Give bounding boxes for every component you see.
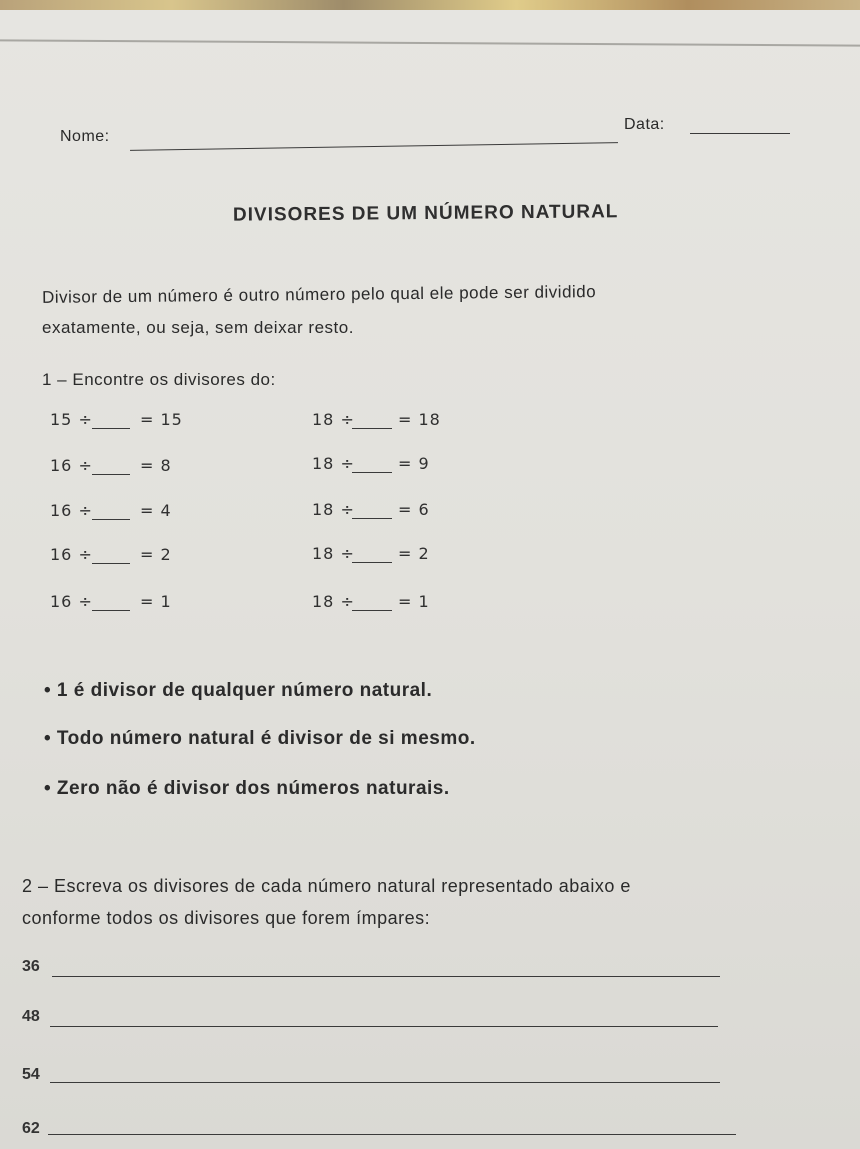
exercise-1-prompt: 1 – Encontre os divisores do:: [42, 370, 276, 389]
equation-right-1-blank[interactable]: [352, 428, 392, 429]
exercise-2-number-62: 62: [22, 1120, 40, 1137]
equation-left-1-result: = 15: [140, 410, 183, 429]
definition-line-2: exatamente, ou seja, sem deixar resto.: [42, 318, 354, 337]
name-label: Nome:: [60, 128, 110, 145]
note-1: • 1 é divisor de qualquer número natural.: [44, 680, 433, 701]
equation-left-4-dividend: 16 ÷: [50, 545, 93, 564]
equation-left-1-blank[interactable]: [92, 428, 130, 429]
equation-right-1-dividend: 18 ÷: [312, 410, 355, 429]
worksheet-paper: [0, 10, 860, 1149]
equation-right-2-result: = 9: [398, 454, 430, 473]
exercise-2-number-54: 54: [22, 1066, 40, 1083]
equation-left-3-blank[interactable]: [92, 519, 130, 520]
equation-left-1-dividend: 15 ÷: [50, 410, 93, 429]
exercise-2-answer-62[interactable]: [48, 1134, 736, 1135]
equation-left-5-result: = 1: [140, 592, 172, 611]
equation-left-4-result: = 2: [140, 545, 172, 564]
equation-right-5-dividend: 18 ÷: [312, 592, 355, 611]
equation-left-2-blank[interactable]: [92, 474, 130, 475]
exercise-2-number-36: 36: [22, 958, 40, 975]
equation-right-3-dividend: 18 ÷: [312, 500, 355, 519]
page-title: DIVISORES DE UM NÚMERO NATURAL: [232, 201, 619, 226]
equation-right-5-blank[interactable]: [352, 610, 392, 611]
equation-left-3-dividend: 16 ÷: [50, 501, 93, 520]
equation-left-2-dividend: 16 ÷: [50, 456, 93, 475]
equation-left-5-blank[interactable]: [92, 610, 130, 611]
equation-left-3-result: = 4: [140, 501, 172, 520]
equation-right-2-blank[interactable]: [352, 472, 392, 473]
equation-right-2-dividend: 18 ÷: [312, 454, 355, 473]
exercise-2-line-2: conforme todos os divisores que forem ímpares:: [22, 908, 431, 928]
equation-right-1-result: = 18: [398, 410, 441, 429]
equation-right-5-result: = 1: [398, 592, 430, 611]
equation-left-4-blank[interactable]: [92, 563, 130, 564]
equation-right-3-result: = 6: [398, 500, 430, 519]
equation-right-4-result: = 2: [398, 544, 430, 563]
equation-right-3-blank[interactable]: [352, 518, 392, 519]
exercise-2-answer-48[interactable]: [50, 1026, 718, 1027]
date-label: Data:: [624, 116, 665, 133]
exercise-2-answer-54[interactable]: [50, 1082, 720, 1083]
note-3: • Zero não é divisor dos números naturais.: [44, 778, 450, 799]
definition-line-1: Divisor de um número é outro número pelo qual ele pode ser dividido: [41, 282, 597, 307]
equation-right-4-dividend: 18 ÷: [312, 544, 355, 563]
note-2: • Todo número natural é divisor de si mesmo.: [44, 728, 476, 749]
exercise-2-line-1: 2 – Escreva os divisores de cada número natural representado abaixo e: [22, 876, 631, 896]
exercise-2-answer-36[interactable]: [52, 976, 720, 977]
equation-left-2-result: = 8: [140, 456, 172, 475]
equation-left-5-dividend: 16 ÷: [50, 592, 93, 611]
exercise-2-number-48: 48: [22, 1008, 40, 1025]
equation-right-4-blank[interactable]: [352, 562, 392, 563]
date-field[interactable]: [690, 133, 790, 134]
